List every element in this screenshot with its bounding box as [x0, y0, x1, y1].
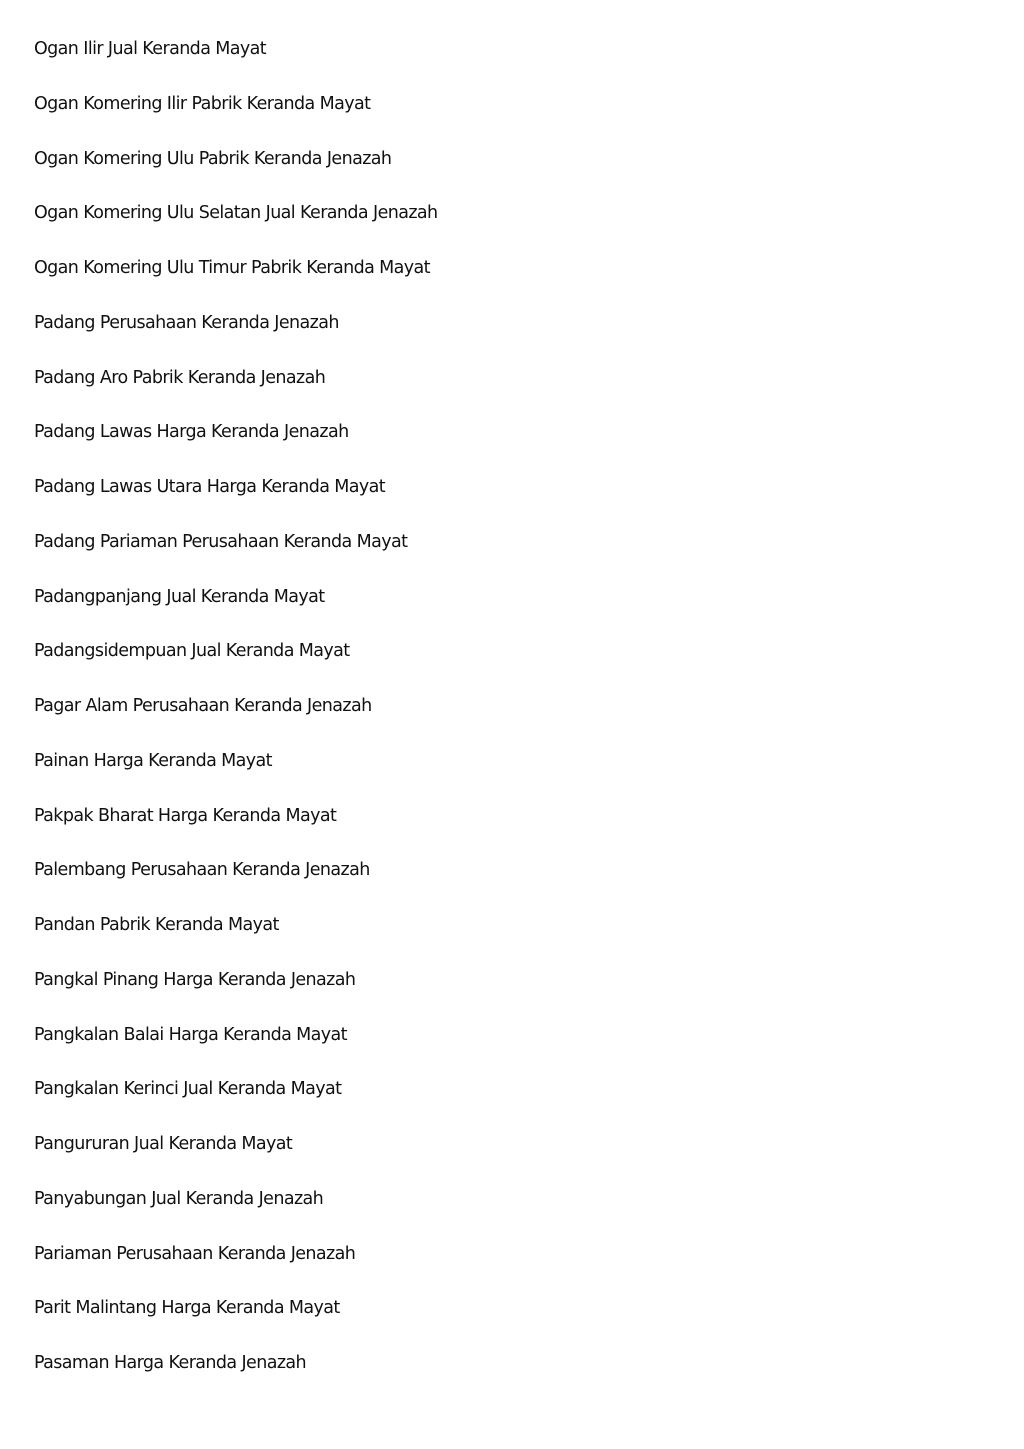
list-item[interactable]: Pasaman Harga Keranda Jenazah [34, 1353, 307, 1373]
list-item[interactable]: Ogan Ilir Jual Keranda Mayat [34, 39, 267, 59]
list-item[interactable]: Padang Perusahaan Keranda Jenazah [34, 312, 339, 333]
list-item[interactable]: Pangkalan Balai Harga Keranda Mayat [34, 1024, 347, 1045]
list-item[interactable]: Pangururan Jual Keranda Mayat [34, 1134, 293, 1154]
list-item[interactable]: Padang Aro Pabrik Keranda Jenazah [34, 367, 326, 388]
list-item[interactable]: Pangkal Pinang Harga Keranda Jenazah [34, 969, 356, 990]
list-item[interactable]: Palembang Perusahaan Keranda Jenazah [34, 860, 370, 881]
entry-list [34, 36, 438, 1405]
list-item[interactable]: Ogan Komering Ulu Pabrik Keranda Jenazah [34, 148, 392, 169]
list-item[interactable]: Padangpanjang Jual Keranda Mayat [34, 586, 325, 607]
list-item[interactable]: Padang Lawas Harga Keranda Jenazah [34, 422, 349, 443]
list-item[interactable]: Pandan Pabrik Keranda Mayat [34, 915, 279, 935]
list-item[interactable]: Panyabungan Jual Keranda Jenazah [34, 1188, 324, 1209]
list-item[interactable]: Pakpak Bharat Harga Keranda Mayat [34, 805, 337, 826]
list-item[interactable]: Painan Harga Keranda Mayat [34, 750, 272, 771]
list-item[interactable]: Ogan Komering Ilir Pabrik Keranda Mayat [34, 93, 371, 114]
list-item[interactable]: Pangkalan Kerinci Jual Keranda Mayat [34, 1079, 342, 1100]
list-item[interactable]: Parit Malintang Harga Keranda Mayat [34, 1298, 340, 1319]
list-item[interactable]: Padang Lawas Utara Harga Keranda Mayat [34, 477, 386, 497]
list-item[interactable]: Ogan Komering Ulu Selatan Jual Keranda Jenazah [34, 203, 438, 224]
list-item[interactable]: Padang Pariaman Perusahaan Keranda Mayat [34, 531, 408, 552]
list-item[interactable]: Pariaman Perusahaan Keranda Jenazah [34, 1243, 356, 1264]
list-item[interactable]: Ogan Komering Ulu Timur Pabrik Keranda Mayat [34, 258, 430, 278]
list-item[interactable]: Padangsidempuan Jual Keranda Mayat [34, 641, 350, 662]
list-item[interactable]: Pagar Alam Perusahaan Keranda Jenazah [34, 696, 372, 716]
